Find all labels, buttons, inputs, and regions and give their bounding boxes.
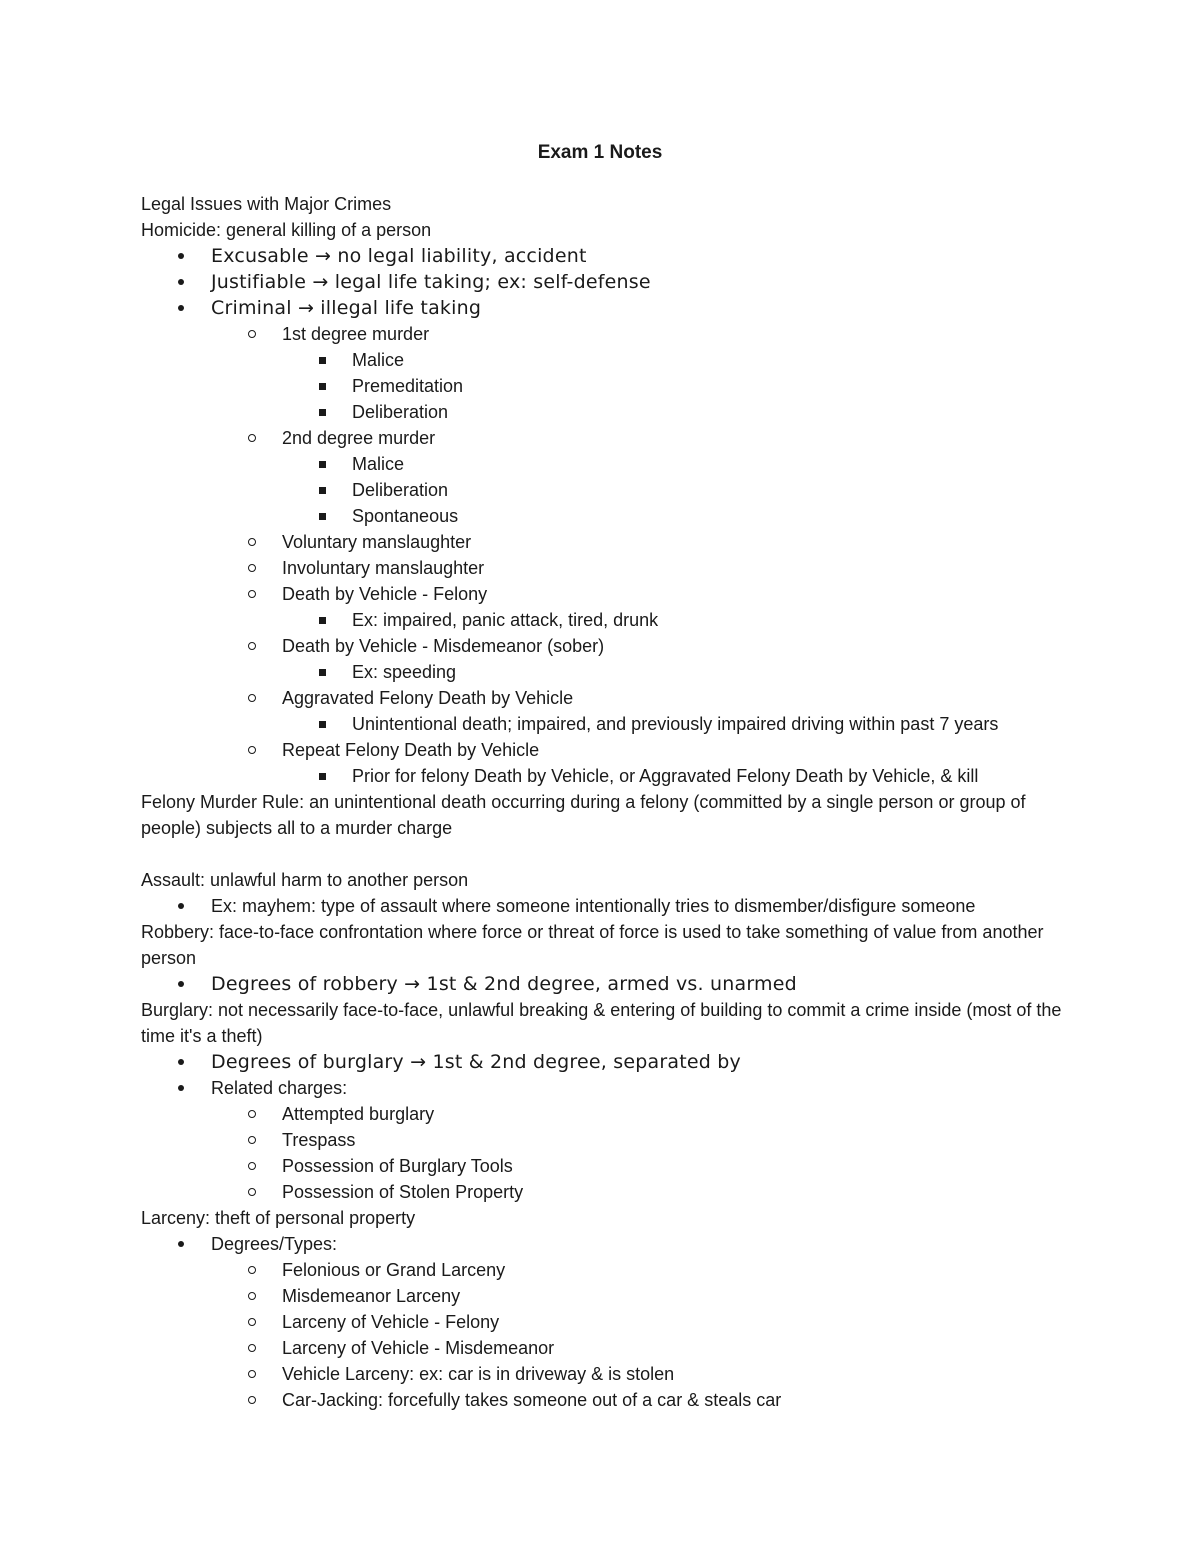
list-item	[141, 1361, 1071, 1387]
bullet-square-icon	[315, 503, 329, 529]
list-item	[141, 1309, 1071, 1335]
bullet-square-icon	[315, 451, 329, 477]
bullet-square-icon	[315, 607, 329, 633]
line-text: Aggravated Felony Death by Vehicle	[282, 688, 574, 708]
line-text: 1st degree murder	[282, 324, 430, 344]
list-item	[141, 581, 1071, 607]
bullet-square-icon	[315, 711, 329, 737]
list-item	[141, 1283, 1071, 1309]
bullet-square-icon	[315, 373, 329, 399]
line-text: Vehicle Larceny: ex: car is in driveway & is stolen	[282, 1364, 675, 1384]
list-item	[141, 893, 1071, 919]
line-text: Attempted burglary	[282, 1104, 435, 1124]
list-item	[141, 321, 1071, 347]
line-text: Deliberation	[352, 402, 449, 422]
bullet-circle-icon	[245, 685, 259, 711]
list-item	[141, 269, 1071, 295]
line-text: Burglary: not necessarily face-to-face, unlawful breaking & entering of building to commit a crime inside (most of the time it's a theft)	[141, 1000, 1062, 1046]
line-text: Repeat Felony Death by Vehicle	[282, 740, 540, 760]
list-item	[141, 555, 1071, 581]
bullet-circle-icon	[245, 633, 259, 659]
paragraph-line	[141, 789, 1071, 841]
paragraph-line	[141, 1205, 1071, 1231]
bullet-circle-icon	[245, 581, 259, 607]
list-item	[141, 633, 1071, 659]
line-text: Felonious or Grand Larceny	[282, 1260, 506, 1280]
bullet-circle-icon	[245, 737, 259, 763]
line-text: Legal Issues with Major Crimes	[141, 194, 392, 214]
line-text: Death by Vehicle - Misdemeanor (sober)	[282, 636, 605, 656]
line-text: Felony Murder Rule: an unintentional death occurring during a felony (committed by a single person or group of people) subjects all to a murder charge	[141, 792, 1026, 838]
line-text: Prior for felony Death by Vehicle, or Aggravated Felony Death by Vehicle, & kill	[352, 766, 979, 786]
line-text: Deliberation	[352, 480, 449, 500]
line-text: Misdemeanor Larceny	[282, 1286, 461, 1306]
line-text: Criminal → illegal life taking	[211, 297, 482, 319]
bullet-dot-icon	[174, 893, 188, 919]
bullet-circle-icon	[245, 1257, 259, 1283]
list-item	[141, 1257, 1071, 1283]
bullet-circle-icon	[245, 1335, 259, 1361]
paragraph-line	[141, 867, 1071, 893]
bullet-circle-icon	[245, 1361, 259, 1387]
line-text: Robbery: face-to-face confrontation where force or threat of force is used to take something of value from another person	[141, 922, 1044, 968]
bullet-dot-icon	[174, 295, 188, 321]
line-text: Degrees of robbery → 1st & 2nd degree, armed vs. unarmed	[211, 973, 797, 995]
line-text: Voluntary manslaughter	[282, 532, 472, 552]
line-text: 2nd degree murder	[282, 428, 436, 448]
blank-line	[141, 841, 1071, 867]
list-item	[141, 1049, 1071, 1075]
list-item	[141, 243, 1071, 269]
paragraph-line	[141, 217, 1071, 243]
list-item	[141, 1075, 1071, 1101]
list-item	[141, 737, 1071, 763]
list-item	[141, 477, 1071, 503]
line-text: Ex: impaired, panic attack, tired, drunk	[352, 610, 659, 630]
bullet-circle-icon	[245, 529, 259, 555]
line-text: Ex: mayhem: type of assault where someone intentionally tries to dismember/disfigure someone	[211, 896, 976, 916]
list-item	[141, 971, 1071, 997]
paragraph-line	[141, 997, 1071, 1049]
bullet-circle-icon	[245, 1127, 259, 1153]
line-text: Larceny of Vehicle - Felony	[282, 1312, 500, 1332]
line-text: Possession of Burglary Tools	[282, 1156, 513, 1176]
line-text: Premeditation	[352, 376, 464, 396]
bullet-square-icon	[315, 399, 329, 425]
bullet-circle-icon	[245, 1153, 259, 1179]
bullet-circle-icon	[245, 555, 259, 581]
bullet-dot-icon	[174, 269, 188, 295]
list-item	[141, 399, 1071, 425]
line-text: Assault: unlawful harm to another person	[141, 870, 469, 890]
list-item	[141, 1231, 1071, 1257]
list-item	[141, 1179, 1071, 1205]
list-item	[141, 295, 1071, 321]
line-text: Spontaneous	[352, 506, 459, 526]
bullet-dot-icon	[174, 971, 188, 997]
list-item	[141, 763, 1071, 789]
line-text: Possession of Stolen Property	[282, 1182, 524, 1202]
bullet-square-icon	[315, 763, 329, 789]
list-item	[141, 685, 1071, 711]
bullet-dot-icon	[174, 1049, 188, 1075]
list-item	[141, 1335, 1071, 1361]
list-item	[141, 373, 1071, 399]
list-item	[141, 347, 1071, 373]
list-item	[141, 451, 1071, 477]
bullet-circle-icon	[245, 321, 259, 347]
list-item	[141, 425, 1071, 451]
list-item	[141, 1101, 1071, 1127]
line-text: Excusable → no legal liability, accident	[211, 245, 587, 267]
list-item	[141, 529, 1071, 555]
bullet-circle-icon	[245, 1101, 259, 1127]
bullet-circle-icon	[245, 1309, 259, 1335]
bullet-square-icon	[315, 659, 329, 685]
list-item	[141, 1127, 1071, 1153]
line-text: Malice	[352, 350, 405, 370]
line-text: Trespass	[282, 1130, 356, 1150]
line-text: Homicide: general killing of a person	[141, 220, 432, 240]
list-item	[141, 1153, 1071, 1179]
list-item	[141, 659, 1071, 685]
bullet-dot-icon	[174, 243, 188, 269]
bullet-dot-icon	[174, 1075, 188, 1101]
line-text: Involuntary manslaughter	[282, 558, 485, 578]
line-text: Larceny: theft of personal property	[141, 1208, 416, 1228]
bullet-circle-icon	[245, 425, 259, 451]
line-text: Death by Vehicle - Felony	[282, 584, 488, 604]
document-body	[141, 191, 1071, 1413]
paragraph-line	[141, 919, 1071, 971]
bullet-square-icon	[315, 347, 329, 373]
line-text: Ex: speeding	[352, 662, 457, 682]
line-text: Related charges:	[211, 1078, 348, 1098]
line-text: Larceny of Vehicle - Misdemeanor	[282, 1338, 555, 1358]
paragraph-line	[141, 191, 1071, 217]
line-text: Degrees of burglary → 1st & 2nd degree, separated by	[211, 1051, 741, 1073]
document-title: Exam 1 Notes	[537, 142, 663, 163]
bullet-dot-icon	[174, 1231, 188, 1257]
bullet-circle-icon	[245, 1179, 259, 1205]
line-text: Degrees/Types:	[211, 1234, 338, 1254]
list-item	[141, 607, 1071, 633]
bullet-square-icon	[315, 477, 329, 503]
bullet-circle-icon	[245, 1283, 259, 1309]
bullet-circle-icon	[245, 1387, 259, 1413]
line-text: Justifiable → legal life taking; ex: self-defense	[211, 271, 651, 293]
list-item	[141, 711, 1071, 737]
list-item	[141, 1387, 1071, 1413]
line-text: Malice	[352, 454, 405, 474]
line-text: Car-Jacking: forcefully takes someone out of a car & steals car	[282, 1390, 782, 1410]
list-item	[141, 503, 1071, 529]
line-text: Unintentional death; impaired, and previously impaired driving within past 7 years	[352, 714, 999, 734]
